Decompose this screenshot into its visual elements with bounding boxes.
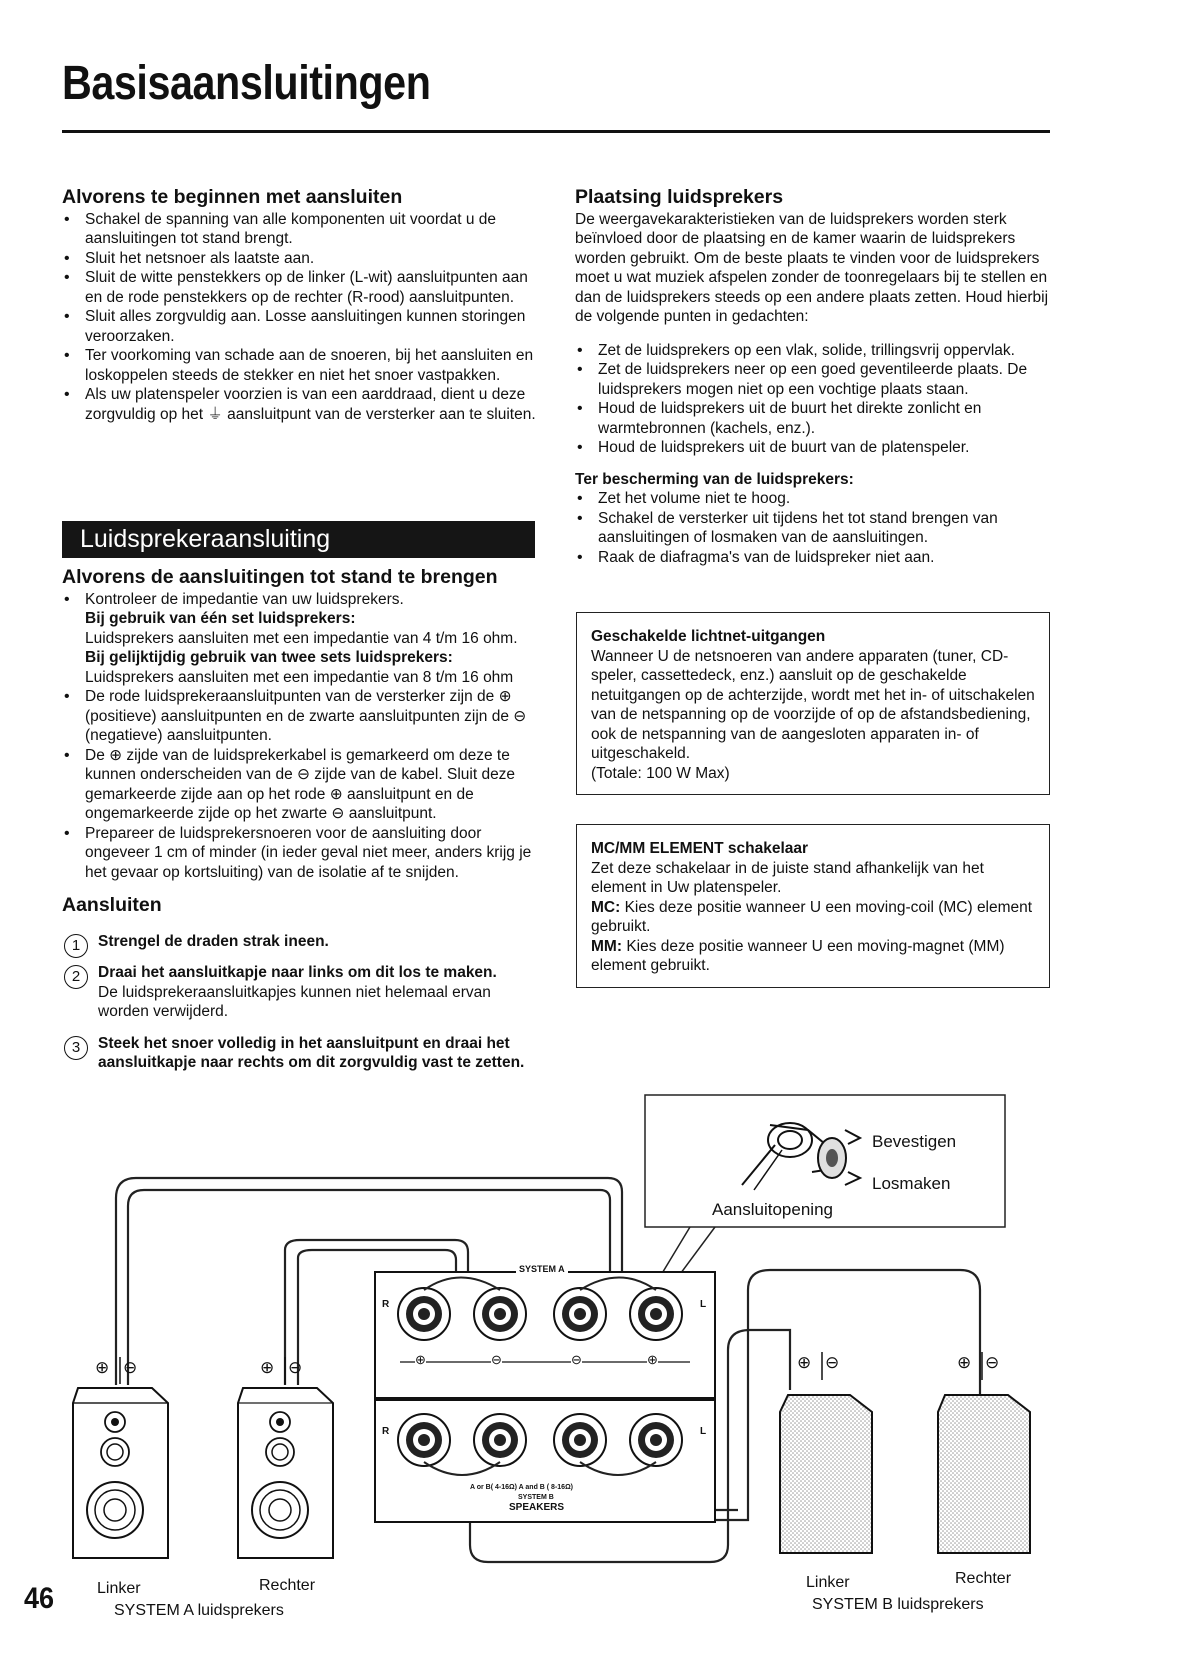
inset-loosen-label: Losmaken [872, 1174, 951, 1193]
list-item: • Houd de luidsprekers uit de buurt het direkte zonlicht en warmtebronnen (kachels, enz.). [575, 399, 1050, 438]
terminal-r-label: R [382, 1299, 390, 1310]
one-set-text: Luidsprekers aansluiten met een impedantie van 4 t/m 16 ohm. [85, 629, 518, 647]
placement-intro: De weergavekarakteristieken van de luidsprekers worden sterk beïnvloed door de plaatsing en de kamer waarin de luidsprekers worden gebruikt. Om de beste plaats te vinden voor de luidsprekers moet u wat muziek afspelen zonder de toonregelaars bij te stellen en dan de luidsprekers steeds op een andere plaats zetten. Houd hierbij de volgende punten in gedachten: [575, 210, 1049, 325]
list-item: • Schakel de versterker uit tijdens het tot stand brengen van aansluitingen of losmaken van de aansluitingen. [575, 509, 1050, 548]
switched-outlets-total: (Totale: 100 W Max) [591, 764, 730, 782]
terminal-l-label: L [700, 1299, 707, 1310]
list-item: • Als uw platenspeler voorzien is van een aarddraad, dient u deze zorgvuldig op het ⏚ aansluitpunt van de versterker aan te sluiten. [62, 385, 537, 424]
inset-fasten-label: Bevestigen [872, 1132, 957, 1151]
mcmm-heading: MC/MM ELEMENT schakelaar [591, 840, 809, 857]
terminal-icon [554, 1414, 606, 1466]
connect-heading: Aansluiten [62, 894, 162, 916]
speaker-a-left [73, 1388, 168, 1558]
speaker-b-left-label: Linker [806, 1574, 850, 1591]
list-item: • Zet de luidsprekers op een vlak, solide, trillingsvrij oppervlak. [575, 341, 1050, 361]
speakers-label: SPEAKERS [509, 1502, 565, 1513]
two-sets-text: Luidsprekers aansluiten met een impedantie van 8 t/m 16 ohm [85, 668, 514, 686]
list-item: • Ter voorkoming van schade aan de snoeren, bij het aansluiten en loskoppelen steeds de stekker en niet het snoer vastpakken. [62, 346, 537, 385]
list-item: • De ⊕ zijde van de luidsprekerkabel is gemarkeerd om deze te kunnen onderscheiden van de ⊖ zijde van de kabel. Sluit deze gemarkeerde zijde aan op het rode ⊕ aansluitpunt en de ongemarkeerde zijde op het zwarte ⊖ aansluitpunt. [62, 746, 537, 824]
plus-marker: ⊕ [957, 1353, 972, 1372]
step-number: 3 [64, 1036, 88, 1060]
mc-text: Kies deze positie wanneer U een moving-coil (MC) element gebruikt. [591, 898, 1033, 935]
terminal-icon [398, 1414, 450, 1466]
terminal-icon [630, 1414, 682, 1466]
system-a-label: SYSTEM A [516, 1264, 568, 1274]
system-b-caption: SYSTEM B luidsprekers [812, 1596, 984, 1613]
speaker-before-heading: Alvorens de aansluitingen tot stand te brengen [62, 566, 498, 588]
before-start-heading: Alvorens te beginnen met aansluiten [62, 186, 403, 208]
list-item: • Sluit het netsnoer als laatste aan. [62, 249, 537, 269]
list-item: • Zet het volume niet te hoog. [575, 489, 1050, 509]
speaker-connection-band: Luidsprekeraansluiting [62, 521, 535, 558]
two-sets-label: Bij gelijktijdig gebruik van twee sets luidsprekers: [85, 649, 453, 666]
page-number: 46 [24, 1582, 55, 1615]
inset-opening-label: Aansluitopening [712, 1200, 833, 1219]
list-item: • Prepareer de luidsprekersnoeren voor de aansluiting door ongeveer 1 cm of minder (in ieder geval niet meer, anders krijg je het gevaar op kortsluiting) van de isolatie af te snijden. [62, 824, 537, 883]
list-item: • Raak de diafragma's van de luidspreker niet aan. [575, 548, 1050, 568]
terminal-r-label: R [382, 1426, 390, 1437]
terminal-icon [474, 1414, 526, 1466]
minus-marker: ⊖ [985, 1353, 1000, 1372]
page-title: Basisaansluitingen [62, 57, 431, 110]
plus-marker: ⊕ [260, 1358, 275, 1377]
step-bold: Draai het aansluitkapje naar links om dit los te maken. [98, 964, 497, 981]
impedance-intro: • Kontroleer de impedantie van uw luidsprekers. [85, 590, 404, 608]
list-item: • Houd de luidsprekers uit de buurt van de platenspeler. [575, 438, 1050, 458]
placement-heading: Plaatsing luidsprekers [575, 186, 784, 208]
list-item: • Sluit alles zorgvuldig aan. Losse aansluitingen kunnen storingen veroorzaken. [62, 307, 537, 346]
mm-label: MM: [591, 937, 622, 955]
minus-marker: ⊖ [825, 1353, 840, 1372]
plus-marker: ⊕ [797, 1353, 812, 1372]
list-item: • Schakel de spanning van alle komponenten uit voordat u de aansluitingen tot stand brengt. [62, 210, 537, 249]
list-item: • De rode luidsprekeraansluitpunten van de versterker zijn de ⊕ (positieve) aansluitpunten en de zwarte aansluitpunten zijn de ⊖ (negatieve) aansluitpunten. [62, 687, 537, 746]
minus-marker: ⊖ [491, 1352, 502, 1367]
speaker-b-right-label: Rechter [955, 1570, 1012, 1587]
terminal-icon [554, 1288, 606, 1340]
step-bold: Strengel de draden strak ineen. [98, 932, 329, 950]
mm-text: Kies deze positie wanneer U een moving-magnet (MM) element gebruikt. [591, 937, 1005, 974]
step-bold: Steek het snoer volledig in het aansluitpunt en draai het aansluitkapje naar rechts om dit zorgvuldig vast te zetten. [98, 1034, 525, 1071]
plus-marker: ⊕ [647, 1352, 658, 1367]
mc-label: MC: [591, 898, 621, 916]
mcmm-text: Zet deze schakelaar in de juiste stand afhankelijk van het element in Uw platenspeler. [591, 859, 984, 896]
switched-outlets-text: Wanneer U de netsnoeren van andere apparaten (tuner, CD-speler, cassettedeck, enz.) aansluit op de geschakelde netuitgangen op de achterzijde, wordt met het in- of uitschakelen van de netspanning op de voorzijde of op de afstandsbediening, ook de netspanning van de aangesloten apparaten in- of uitgeschakeld. [591, 647, 1035, 762]
list-item: • Sluit de witte penstekkers op de linker (L-wit) aansluitpunten aan en de rode penstekkers op de rechter (R-rood) aansluitpunten. [62, 268, 537, 307]
impedance-note: A or B( 4-16Ω) A and B ( 8-16Ω) [470, 1484, 574, 1491]
protection-heading: Ter bescherming van de luidsprekers: [575, 470, 854, 488]
terminal-icon [474, 1288, 526, 1340]
speaker-a-left-label: Linker [97, 1580, 141, 1597]
list-item: • Zet de luidsprekers neer op een goed geventileerde plaats. De luidsprekers mogen niet op een vochtige plaats staan. [575, 360, 1050, 399]
plus-marker: ⊕ [95, 1358, 110, 1377]
step-text: De luidsprekeraansluitkapjes kunnen niet helemaal ervan worden verwijderd. [98, 983, 491, 1020]
speaker-b-left [780, 1395, 872, 1553]
speaker-a-right [238, 1388, 333, 1558]
switched-outlets-heading: Geschakelde lichtnet-uitgangen [591, 628, 826, 645]
step-number: 1 [64, 934, 88, 958]
one-set-label: Bij gebruik van één set luidsprekers: [85, 610, 356, 627]
step-number: 2 [64, 965, 88, 989]
system-a-caption: SYSTEM A luidsprekers [114, 1602, 284, 1619]
terminal-icon [398, 1288, 450, 1340]
speaker-a-right-label: Rechter [259, 1577, 316, 1594]
minus-marker: ⊖ [123, 1358, 138, 1377]
minus-marker: ⊖ [288, 1358, 303, 1377]
plus-marker: ⊕ [415, 1352, 426, 1367]
terminal-l-label: L [700, 1426, 707, 1437]
speaker-b-right [938, 1395, 1030, 1553]
minus-marker: ⊖ [571, 1352, 582, 1367]
terminal-icon [630, 1288, 682, 1340]
system-b-label: SYSTEM B [518, 1494, 554, 1501]
